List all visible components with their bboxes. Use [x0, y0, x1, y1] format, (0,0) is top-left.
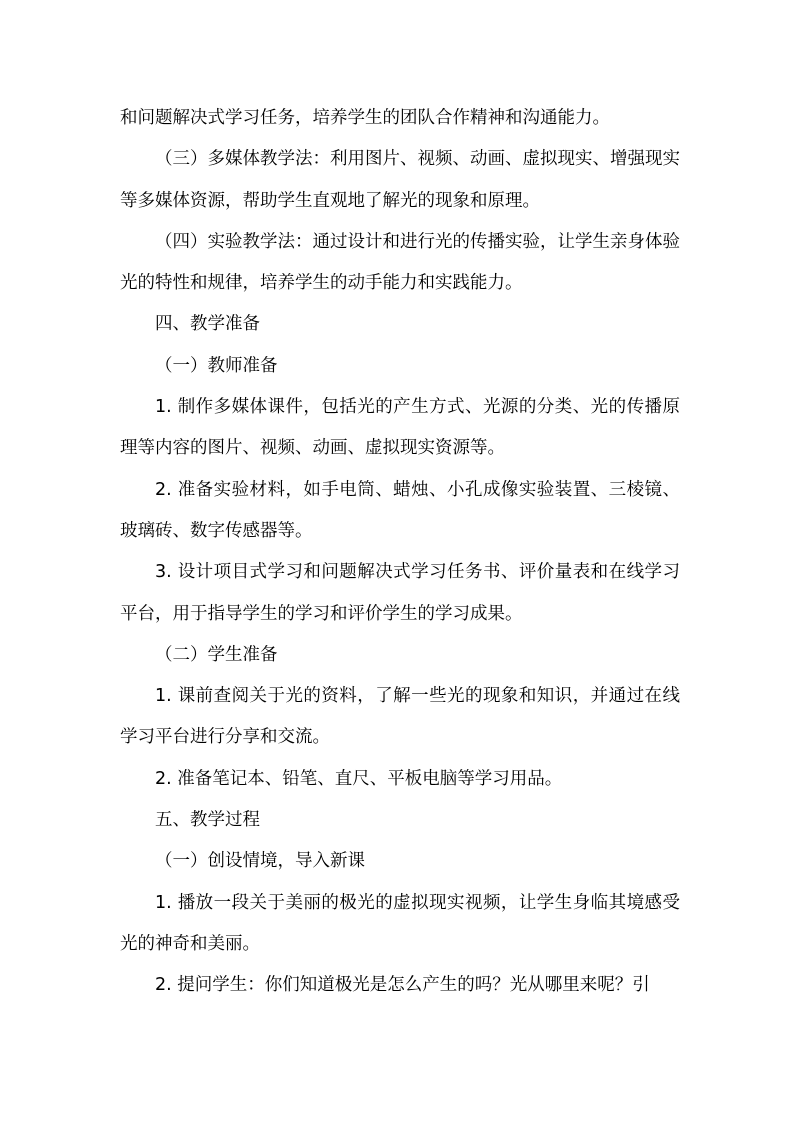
paragraph-continuation: 和问题解决式学习任务，培养学生的团队合作精神和沟通能力。	[120, 108, 610, 128]
subheading-student-preparation: （二）学生准备	[155, 644, 278, 665]
list-item-teacher-2: 2. 准备实验材料，如手电筒、蜡烛、小孔成像实验装置、三棱镜、玻璃砖、数字传感器等。	[120, 479, 680, 541]
subheading-teacher-preparation: （一）教师准备	[155, 355, 278, 376]
list-item-teacher-3: 3. 设计项目式学习和问题解决式学习任务书、评价量表和在线学习平台，用于指导学生的学习和评价学生的学习成果。	[120, 562, 680, 624]
paragraph-multimedia-method: （三）多媒体教学法：利用图片、视频、动画、虚拟现实、增强现实等多媒体资源，帮助学生直观地了解光的现象和原理。	[120, 149, 680, 211]
subheading-create-scenario: （一）创设情境，导入新课	[155, 851, 365, 872]
section-heading-teaching-preparation: 四、教学准备	[155, 314, 260, 335]
list-item-student-2: 2. 准备笔记本、铅笔、直尺、平板电脑等学习用品。	[155, 768, 563, 789]
document-body	[120, 98, 680, 1007]
list-item-student-1: 1. 课前查阅关于光的资料，了解一些光的现象和知识，并通过在线学习平台进行分享和交流。	[120, 686, 680, 748]
list-item-process-1: 1. 播放一段关于美丽的极光的虚拟现实视频，让学生身临其境感受光的神奇和美丽。	[120, 892, 680, 954]
paragraph-experiment-method: （四）实验教学法：通过设计和进行光的传播实验，让学生亲身体验光的特性和规律，培养学生的动手能力和实践能力。	[120, 231, 680, 294]
list-item-process-2: 2. 提问学生：你们知道极光是怎么产生的吗？光从哪里来呢？引	[155, 975, 650, 996]
list-item-teacher-1: 1. 制作多媒体课件，包括光的产生方式、光源的分类、光的传播原理等内容的图片、视频、动画、虚拟现实资源等。	[120, 397, 680, 459]
section-heading-teaching-process: 五、教学过程	[155, 810, 260, 831]
